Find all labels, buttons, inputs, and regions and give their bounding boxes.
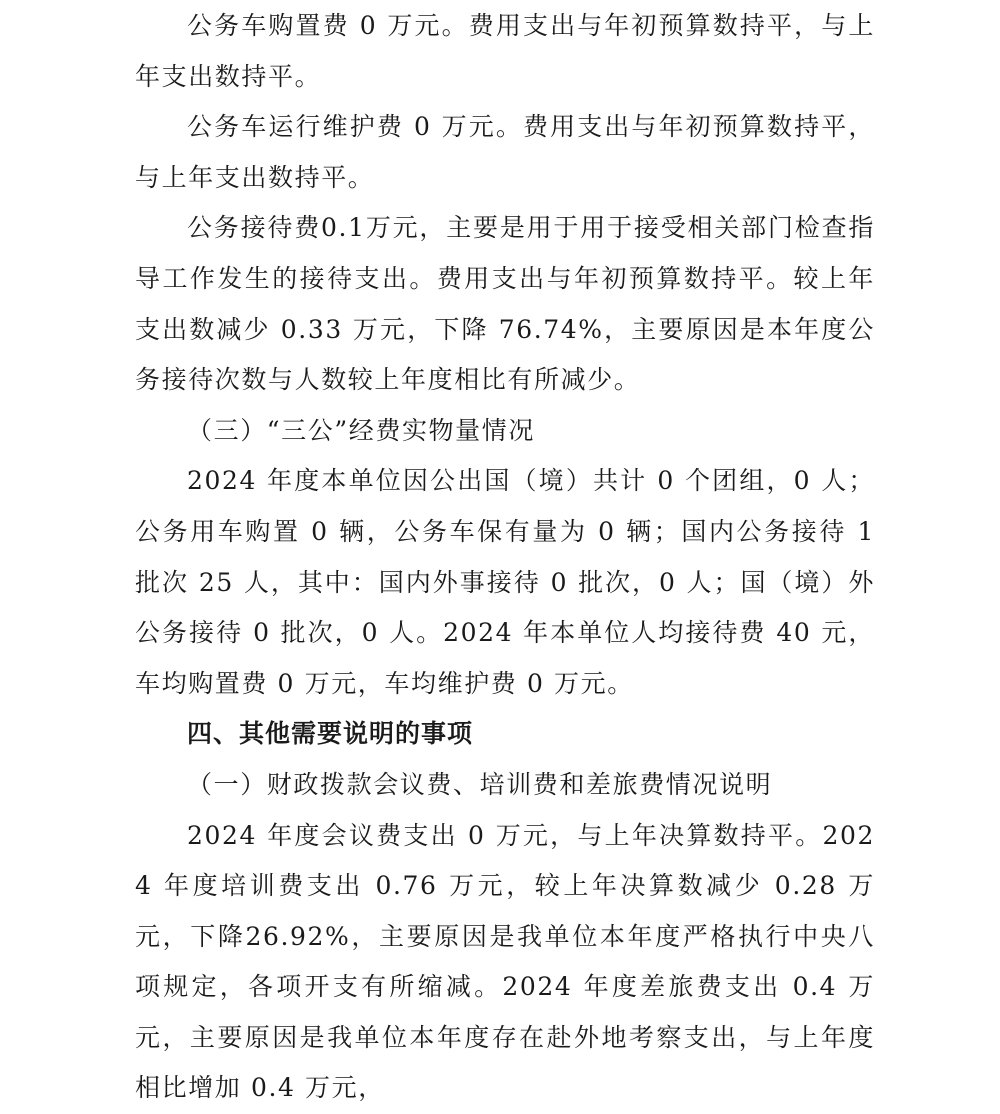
paragraph-physical-quantity: 2024 年度本单位因公出国（境）共计 0 个团组，0 人；公务用车购置 0 辆，公务车保有量为 0 辆；国内公务接待 1 批次 25 人，其中：国内外事接待 0 批次，0 人；国（境）外公务接待 0 批次，0 人。2024 年本单位人均接待费 40 元，车均购置费 0 万元，车均维护费 0 万元。 (135, 456, 875, 709)
heading-meeting-training-travel: （一）财政拨款会议费、培训费和差旅费情况说明 (135, 760, 875, 811)
heading-section-four: 四、其他需要说明的事项 (135, 709, 875, 760)
paragraph-reception: 公务接待费0.1万元，主要是用于用于接受相关部门检查指导工作发生的接待支出。费用支出与年初预算数持平。较上年支出数减少 0.33 万元，下降 76.74%，主要原因是本年度公务接待次数与人数较上年度相比有所减少。 (135, 203, 875, 405)
paragraph-car-maintenance: 公务车运行维护费 0 万元。费用支出与年初预算数持平，与上年支出数持平。 (135, 102, 875, 203)
heading-three-public-expenses: （三）“三公”经费实物量情况 (135, 406, 875, 457)
paragraph-car-purchase: 公务车购置费 0 万元。费用支出与年初预算数持平，与上年支出数持平。 (135, 1, 875, 102)
document-page (135, 0, 875, 1114)
paragraph-meeting-training-travel: 2024 年度会议费支出 0 万元，与上年决算数持平。2024 年度培训费支出 0.76 万元，较上年决算数减少 0.28 万元，下降26.92%，主要原因是我单位本年度严格执行中央八项规定，各项开支有所缩减。2024 年度差旅费支出 0.4 万元，主要原因是我单位本年度存在赴外地考察支出，与上年度相比增加 0.4 万元， (135, 811, 875, 1114)
